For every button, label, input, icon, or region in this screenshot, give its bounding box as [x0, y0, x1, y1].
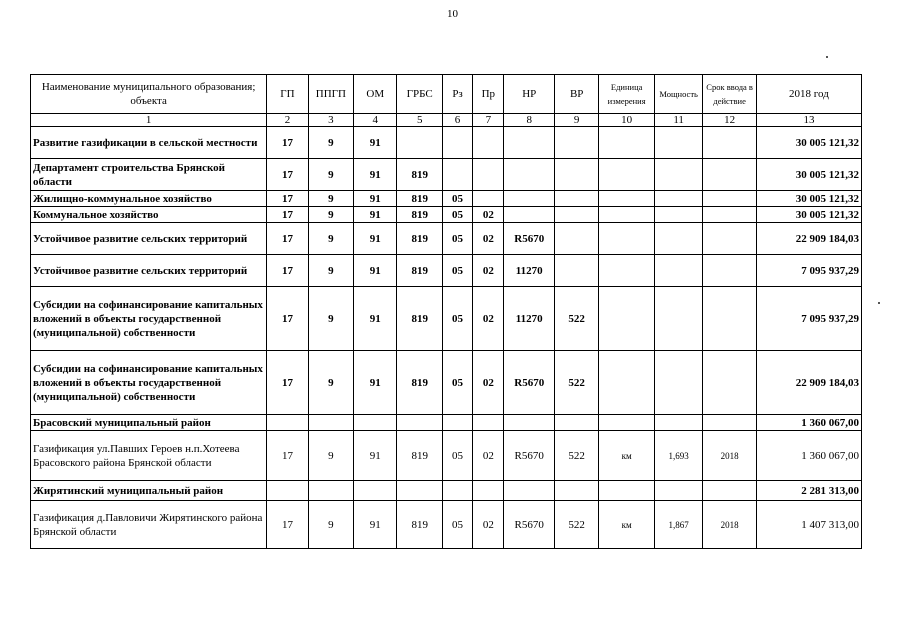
row-amount-2018: 1 360 067,00	[756, 415, 861, 431]
column-number: 11	[654, 114, 702, 127]
row-capacity	[654, 415, 702, 431]
row-om: 91	[354, 159, 397, 191]
row-om: 91	[354, 207, 397, 223]
row-nr	[504, 207, 554, 223]
column-number: 3	[308, 114, 353, 127]
row-rz: 05	[442, 431, 472, 481]
table-row	[31, 431, 862, 481]
row-vr: 522	[554, 287, 598, 351]
row-vr	[554, 127, 598, 159]
row-grbs: 819	[397, 255, 442, 287]
row-name: Жилищно-коммунальное хозяйство	[31, 191, 267, 207]
row-unit	[599, 351, 655, 415]
row-name: Устойчивое развитие сельских территорий	[31, 223, 267, 255]
row-amount-2018: 1 407 313,00	[756, 501, 861, 549]
row-om	[354, 481, 397, 501]
row-pr: 02	[473, 287, 504, 351]
header-om: ОМ	[354, 75, 397, 114]
row-pr	[473, 191, 504, 207]
row-name: Жирятинский муниципальный район	[31, 481, 267, 501]
row-om: 91	[354, 287, 397, 351]
row-pr	[473, 481, 504, 501]
row-nr	[504, 159, 554, 191]
column-number: 6	[442, 114, 472, 127]
row-vr	[554, 223, 598, 255]
row-unit	[599, 191, 655, 207]
row-vr	[554, 481, 598, 501]
row-capacity	[654, 223, 702, 255]
row-commissioning	[703, 207, 757, 223]
table-row	[31, 481, 862, 501]
row-gp: 17	[267, 191, 308, 207]
row-vr	[554, 191, 598, 207]
row-amount-2018: 30 005 121,32	[756, 207, 861, 223]
row-pr: 02	[473, 351, 504, 415]
row-name: Газификация ул.Павших Героев н.п.Хотеева Брасовского района Брянской области	[31, 431, 267, 481]
row-amount-2018: 30 005 121,32	[756, 127, 861, 159]
row-amount-2018: 7 095 937,29	[756, 255, 861, 287]
row-name: Субсидии на софинансирование капитальных вложений в объекты государственной (муниципальной) собственности	[31, 351, 267, 415]
row-nr: R5670	[504, 223, 554, 255]
row-grbs: 819	[397, 501, 442, 549]
page-number: 10	[447, 8, 458, 20]
row-vr: 522	[554, 431, 598, 481]
row-capacity: 1,867	[654, 501, 702, 549]
row-rz: 05	[442, 255, 472, 287]
header-unit: Единица измерения	[599, 75, 655, 114]
row-rz: 05	[442, 351, 472, 415]
row-commissioning	[703, 159, 757, 191]
row-rz	[442, 127, 472, 159]
header-grbs: ГРБС	[397, 75, 442, 114]
row-capacity	[654, 351, 702, 415]
row-amount-2018: 30 005 121,32	[756, 191, 861, 207]
row-nr: 11270	[504, 255, 554, 287]
row-grbs: 819	[397, 287, 442, 351]
row-unit	[599, 415, 655, 431]
row-vr	[554, 159, 598, 191]
row-capacity	[654, 255, 702, 287]
row-rz	[442, 415, 472, 431]
row-gp: 17	[267, 127, 308, 159]
row-amount-2018: 22 909 184,03	[756, 223, 861, 255]
row-capacity	[654, 191, 702, 207]
row-amount-2018: 30 005 121,32	[756, 159, 861, 191]
row-capacity	[654, 481, 702, 501]
row-gp	[267, 481, 308, 501]
row-grbs: 819	[397, 431, 442, 481]
row-nr	[504, 481, 554, 501]
row-name: Субсидии на софинансирование капитальных вложений в объекты государственной (муниципальной) собственности	[31, 287, 267, 351]
header-rz: Рз	[442, 75, 472, 114]
row-rz: 05	[442, 223, 472, 255]
row-unit	[599, 223, 655, 255]
row-pr: 02	[473, 501, 504, 549]
row-pr: 02	[473, 223, 504, 255]
row-pr: 02	[473, 207, 504, 223]
row-nr	[504, 127, 554, 159]
row-grbs	[397, 127, 442, 159]
row-nr: 11270	[504, 287, 554, 351]
table-body	[31, 127, 862, 549]
column-number: 13	[756, 114, 861, 127]
row-name: Газификация д.Павловичи Жирятинского района Брянской области	[31, 501, 267, 549]
header-ppgp: ППГП	[308, 75, 353, 114]
row-gp: 17	[267, 501, 308, 549]
row-capacity	[654, 159, 702, 191]
row-ppgp	[308, 481, 353, 501]
row-ppgp: 9	[308, 431, 353, 481]
row-grbs	[397, 415, 442, 431]
row-om: 91	[354, 127, 397, 159]
table-row	[31, 223, 862, 255]
table-row	[31, 127, 862, 159]
row-amount-2018: 7 095 937,29	[756, 287, 861, 351]
row-grbs	[397, 481, 442, 501]
column-number: 2	[267, 114, 308, 127]
row-commissioning	[703, 191, 757, 207]
table-row	[31, 501, 862, 549]
row-nr: R5670	[504, 501, 554, 549]
row-ppgp: 9	[308, 255, 353, 287]
row-capacity	[654, 127, 702, 159]
row-nr: R5670	[504, 351, 554, 415]
row-commissioning	[703, 287, 757, 351]
row-commissioning	[703, 481, 757, 501]
row-name: Развитие газификации в сельской местности	[31, 127, 267, 159]
row-gp	[267, 415, 308, 431]
row-name: Коммунальное хозяйство	[31, 207, 267, 223]
row-commissioning	[703, 255, 757, 287]
column-number: 9	[554, 114, 598, 127]
row-vr	[554, 255, 598, 287]
row-vr: 522	[554, 501, 598, 549]
row-name: Устойчивое развитие сельских территорий	[31, 255, 267, 287]
row-ppgp: 9	[308, 207, 353, 223]
table-row	[31, 207, 862, 223]
row-commissioning: 2018	[703, 501, 757, 549]
row-grbs: 819	[397, 223, 442, 255]
budget-table	[30, 74, 862, 549]
row-om: 91	[354, 431, 397, 481]
row-commissioning	[703, 127, 757, 159]
header-year-2018: 2018 год	[756, 75, 861, 114]
row-grbs: 819	[397, 191, 442, 207]
header-capacity: Мощность	[654, 75, 702, 114]
row-rz: 05	[442, 207, 472, 223]
row-gp: 17	[267, 431, 308, 481]
row-gp: 17	[267, 287, 308, 351]
column-number: 4	[354, 114, 397, 127]
column-number: 7	[473, 114, 504, 127]
row-commissioning	[703, 351, 757, 415]
header-nr: НР	[504, 75, 554, 114]
row-gp: 17	[267, 207, 308, 223]
column-number: 1	[31, 114, 267, 127]
row-ppgp: 9	[308, 127, 353, 159]
row-unit	[599, 127, 655, 159]
column-number: 8	[504, 114, 554, 127]
table-row	[31, 351, 862, 415]
row-ppgp	[308, 415, 353, 431]
row-rz: 05	[442, 501, 472, 549]
row-pr	[473, 127, 504, 159]
row-gp: 17	[267, 223, 308, 255]
header-row	[31, 75, 862, 114]
table-row	[31, 415, 862, 431]
column-number-row	[31, 114, 862, 127]
row-unit	[599, 255, 655, 287]
row-ppgp: 9	[308, 287, 353, 351]
row-rz: 05	[442, 287, 472, 351]
row-amount-2018: 1 360 067,00	[756, 431, 861, 481]
row-nr: R5670	[504, 431, 554, 481]
header-name: Наименование муниципального образования; объекта	[31, 75, 267, 114]
row-gp: 17	[267, 351, 308, 415]
row-om: 91	[354, 255, 397, 287]
row-om	[354, 415, 397, 431]
row-name: Брасовский муниципальный район	[31, 415, 267, 431]
row-vr	[554, 207, 598, 223]
header-gp: ГП	[267, 75, 308, 114]
row-om: 91	[354, 223, 397, 255]
header-vr: ВР	[554, 75, 598, 114]
row-rz: 05	[442, 191, 472, 207]
row-gp: 17	[267, 255, 308, 287]
header-commissioning: Срок ввода в действие	[703, 75, 757, 114]
row-unit	[599, 287, 655, 351]
row-commissioning: 2018	[703, 431, 757, 481]
row-name: Департамент строительства Брянской области	[31, 159, 267, 191]
header-pr: Пр	[473, 75, 504, 114]
row-unit	[599, 481, 655, 501]
scan-speck	[826, 56, 828, 58]
row-pr: 02	[473, 255, 504, 287]
row-ppgp: 9	[308, 351, 353, 415]
table-row	[31, 159, 862, 191]
row-ppgp: 9	[308, 501, 353, 549]
row-om: 91	[354, 351, 397, 415]
row-capacity	[654, 287, 702, 351]
row-commissioning	[703, 415, 757, 431]
row-rz	[442, 481, 472, 501]
row-nr	[504, 415, 554, 431]
row-capacity	[654, 207, 702, 223]
row-ppgp: 9	[308, 223, 353, 255]
row-amount-2018: 22 909 184,03	[756, 351, 861, 415]
table-row	[31, 191, 862, 207]
row-om: 91	[354, 191, 397, 207]
row-om: 91	[354, 501, 397, 549]
row-nr	[504, 191, 554, 207]
row-ppgp: 9	[308, 191, 353, 207]
row-amount-2018: 2 281 313,00	[756, 481, 861, 501]
column-number: 12	[703, 114, 757, 127]
row-pr	[473, 159, 504, 191]
column-number: 5	[397, 114, 442, 127]
row-grbs: 819	[397, 207, 442, 223]
row-vr: 522	[554, 351, 598, 415]
row-grbs: 819	[397, 159, 442, 191]
column-number: 10	[599, 114, 655, 127]
row-commissioning	[703, 223, 757, 255]
row-vr	[554, 415, 598, 431]
row-pr	[473, 415, 504, 431]
row-unit: км	[599, 431, 655, 481]
row-ppgp: 9	[308, 159, 353, 191]
row-unit	[599, 207, 655, 223]
row-gp: 17	[267, 159, 308, 191]
table-row	[31, 287, 862, 351]
row-capacity: 1,693	[654, 431, 702, 481]
row-unit	[599, 159, 655, 191]
row-unit: км	[599, 501, 655, 549]
row-grbs: 819	[397, 351, 442, 415]
scan-speck	[878, 302, 880, 304]
row-rz	[442, 159, 472, 191]
row-pr: 02	[473, 431, 504, 481]
table-row	[31, 255, 862, 287]
